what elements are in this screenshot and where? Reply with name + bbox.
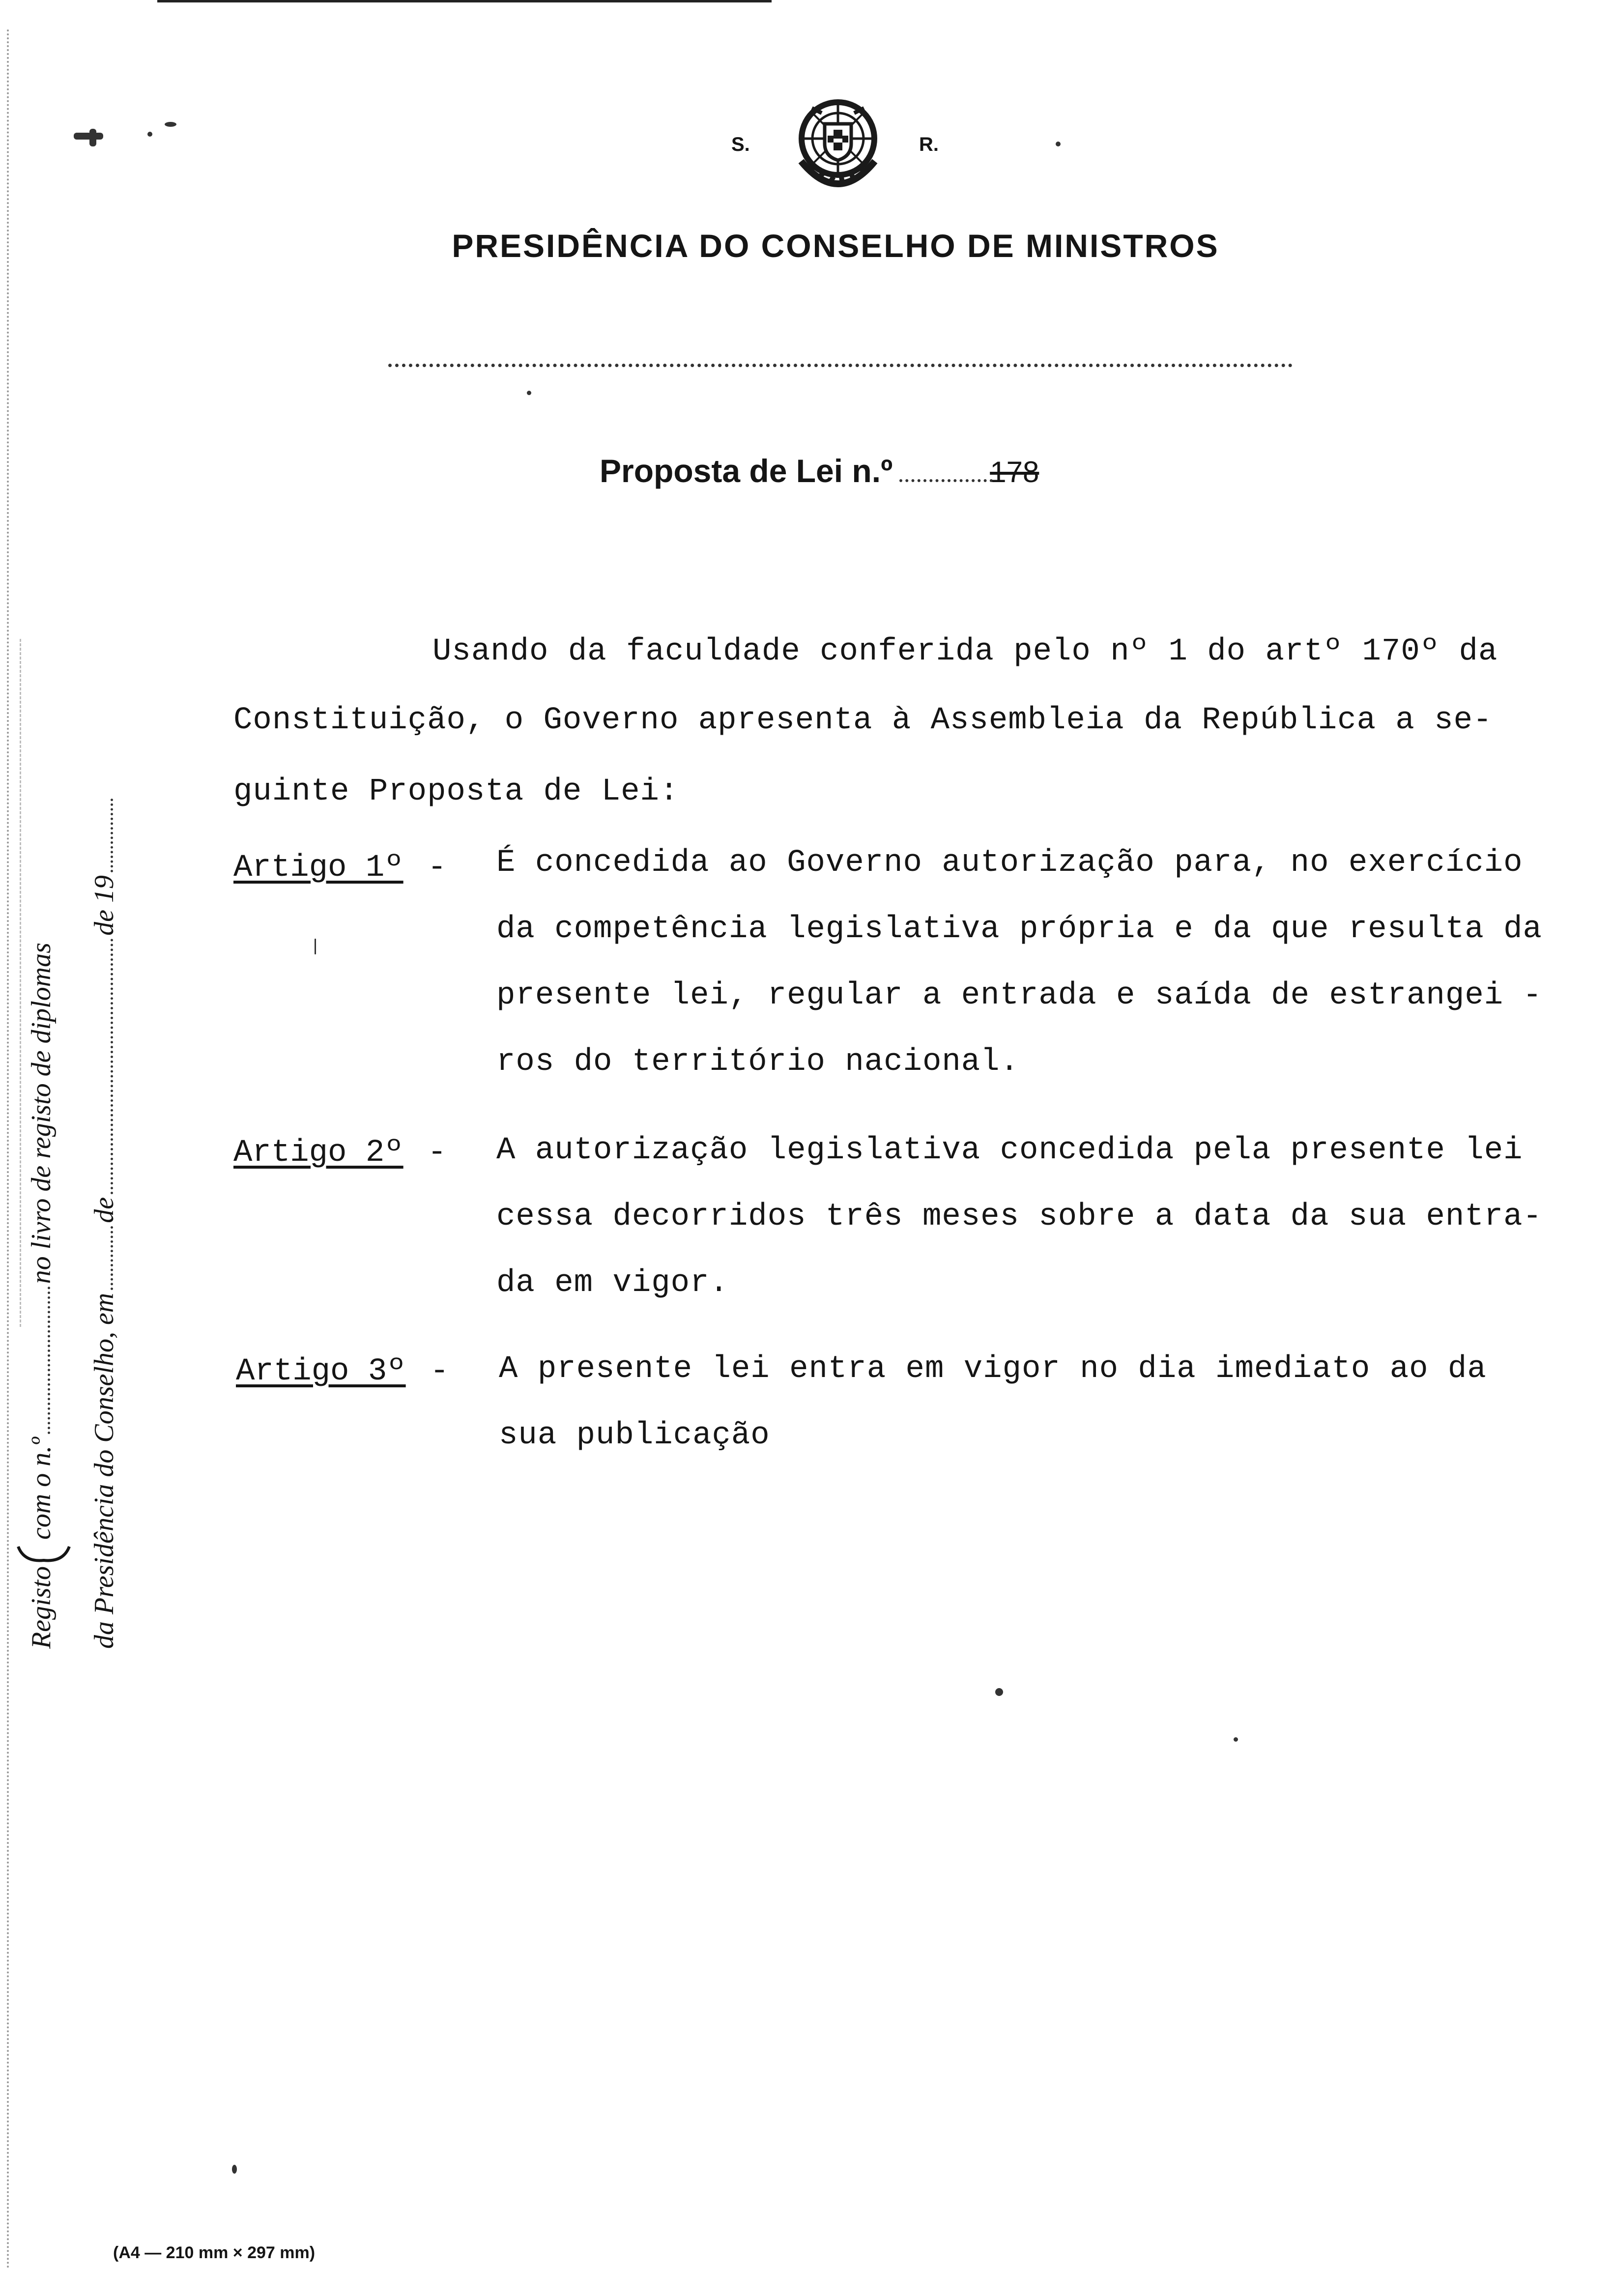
margin-mark: [89, 129, 96, 146]
article-3-line-2: sua publicação: [499, 1418, 770, 1453]
article-2-label: Artigo 2º: [233, 1135, 403, 1171]
margin-mark: [147, 132, 152, 137]
registry-margin-note: [10, 735, 136, 1649]
registry-month-blank: [111, 939, 113, 1194]
article-1-label: Artigo 1º: [233, 850, 403, 886]
margin-mark: [1056, 142, 1061, 146]
letterhead-s: S.: [731, 134, 750, 155]
article-1-dash: -: [428, 850, 447, 886]
registry-line-2: [73, 735, 136, 1649]
coat-of-arms-icon: [781, 93, 894, 206]
registry-number-label: com o n.º: [26, 1437, 57, 1540]
margin-mark: [232, 2165, 237, 2174]
article-1-line-1: É concedida ao Governo autorização para, no exercício: [496, 845, 1523, 881]
article-3-line-1: A presente lei entra em vigor no dia imediato ao da: [499, 1351, 1487, 1387]
proposal-number-dots: [899, 479, 993, 482]
top-border-line: [157, 0, 772, 2]
intro-line-1: Usando da faculdade conferida pelo nº 1 do artº 170º da: [432, 634, 1498, 669]
article-3-dash: -: [430, 1354, 449, 1389]
article-2-line-2: cessa decorridos três meses sobre a data da sua entra-: [496, 1199, 1542, 1234]
article-2-dash: -: [428, 1135, 447, 1171]
scan-edge-marks: [7, 29, 9, 2270]
letterhead-r: R.: [919, 134, 939, 155]
article-1-line-3: presente lei, regular a entrada e saída de estrangei -: [496, 978, 1542, 1013]
ministry-title: PRESIDÊNCIA DO CONSELHO DE MINISTROS: [452, 228, 1219, 264]
article-1-line-4: ros do território nacional.: [496, 1044, 1019, 1080]
brace-icon: [14, 1540, 73, 1566]
registry-number-blank: [48, 1287, 50, 1434]
letterhead: [703, 93, 978, 206]
dotted-separator: [388, 364, 1293, 367]
registry-day-blank: [111, 1226, 113, 1290]
registry-month-label: de: [89, 1197, 119, 1223]
margin-mark: [74, 133, 103, 140]
registry-book-label: no livro de registo de diplomas: [26, 943, 57, 1284]
margin-mark: [527, 391, 531, 395]
registry-label: Registo: [26, 1566, 57, 1649]
intro-line-3: guinte Proposta de Lei:: [233, 774, 679, 809]
article-2-line-1: A autorização legislativa concedida pela presente lei: [496, 1133, 1523, 1168]
margin-mark: [1234, 1737, 1238, 1742]
proposal-heading: [600, 452, 1039, 489]
proposal-number: 178: [990, 456, 1039, 488]
registry-line-1: [10, 735, 73, 1649]
margin-mark: [315, 939, 316, 954]
registry-year-label: de 19: [89, 875, 119, 936]
intro-line-2: Constituição, o Governo apresenta à Assembleia da República a se-: [233, 703, 1493, 738]
paper-size-note: (A4 — 210 mm × 297 mm): [113, 2243, 316, 2262]
article-3-label: Artigo 3º: [236, 1354, 406, 1389]
registry-year-blank: [111, 799, 113, 872]
margin-mark: [995, 1688, 1003, 1696]
registry-date-label: da Presidência do Conselho, em: [89, 1292, 119, 1649]
margin-mark: [165, 122, 176, 127]
proposal-label: Proposta de Lei n.º: [600, 453, 893, 489]
article-1-line-2: da competência legislativa própria e da que resulta da: [496, 912, 1542, 947]
article-2-line-3: da em vigor.: [496, 1265, 729, 1301]
